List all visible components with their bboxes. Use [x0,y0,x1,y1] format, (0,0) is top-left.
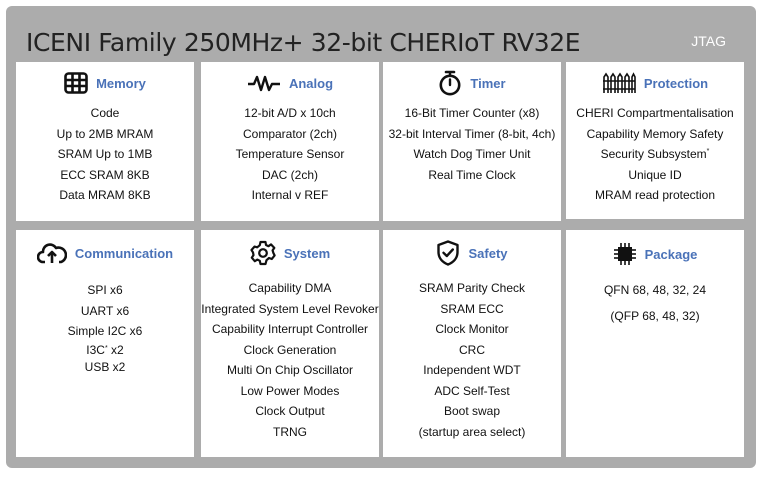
list-item: DAC (2ch) [261,167,318,182]
list-item: Independent WDT [423,363,521,377]
list-item: (startup area select) [418,424,526,439]
grid-icon [64,72,88,94]
chip-icon [613,242,637,266]
list-item: (QFP 68, 48, 32) [610,309,700,323]
list-item: Watch Dog Timer Unit [413,147,531,161]
list-item: Up to 2MB MRAM [56,126,154,141]
analog-header [201,74,379,92]
jtag-badge: JTAG [691,33,726,49]
list-item: Capability Interrupt Controller [211,322,369,336]
package-list [566,277,744,329]
list-item: ECC SRAM 8KB [60,167,150,182]
list-item: Capability Memory Safety [586,126,724,141]
list-item: Capability DMA [248,281,332,295]
safety-list [383,278,561,442]
communication-header [16,242,194,264]
safety-title: Safety [468,245,508,261]
list-item: Clock Generation [243,342,337,357]
system-title: System [283,245,331,261]
list-item: Integrated System Level Revoker [201,301,379,316]
list-item: Multi On Chip Oscillator [226,363,354,377]
memory-header [16,72,194,94]
list-item: SRAM ECC [440,301,504,316]
list-item: Data MRAM 8KB [59,188,151,202]
timer-title: Timer [470,75,506,91]
list-item: 32-bit Interval Timer (8-bit, 4ch) [388,126,556,141]
list-item: Internal v REF [251,188,329,202]
list-item: TRNG [273,424,307,439]
memory-list [16,103,194,206]
list-item: Comparator (2ch) [242,126,338,141]
footnote-mark: * [104,344,108,352]
list-item: Real Time Clock [428,167,516,182]
list-item: CRC [459,342,485,357]
list-item: Clock Monitor [435,322,509,336]
list-item: QFN 68, 48, 32, 24 [603,283,707,297]
list-item: Unique ID [628,167,682,182]
i3c-label: I3C [86,342,105,357]
i3c-count: x2 [107,342,124,357]
list-item: Boot swap [443,404,501,418]
diagram-title: ICENI Family 250MHz+ 32-bit CHERIoT RV32E [26,28,581,57]
list-item: Clock Output [255,404,325,418]
package-header [566,242,744,266]
memory-title: Memory [96,75,146,91]
fence-icon [602,72,636,94]
list-item [16,342,194,359]
footnote-mark: * [706,148,710,155]
list-item: UART x6 [80,303,130,318]
package-title: Package [644,246,698,262]
list-item: Code [90,106,120,120]
safety-card [383,230,561,457]
stopwatch-icon [438,70,462,96]
list-item: SRAM Up to 1MB [57,147,153,161]
analog-card [201,62,379,221]
communication-list [16,280,194,376]
timer-card [383,62,561,221]
communication-title: Communication [74,245,174,261]
protection-card [566,62,744,219]
list-item: 12-bit A/D x 10ch [244,106,336,120]
communication-card [16,230,194,457]
analog-title: Analog [288,75,334,91]
timer-header [383,70,561,96]
list-item: ADC Self-Test [434,383,510,398]
list-item: SRAM Parity Check [418,281,526,295]
safety-header [383,240,561,266]
gear-icon [250,240,276,266]
system-card [201,230,379,457]
protection-title: Protection [643,75,709,91]
list-item: Low Power Modes [240,383,340,398]
list-item: Simple I2C x6 [67,324,143,338]
block-diagram-frame [6,6,756,468]
list-item: MRAM read protection [594,188,716,202]
system-header [201,240,379,266]
analog-list [201,103,379,206]
list-item: CHERI Compartmentalisation [576,106,734,120]
list-item: Temperature Sensor [235,147,345,161]
package-card [566,230,744,457]
memory-card [16,62,194,221]
security-subsystem-label: Security Subsystem [600,147,707,161]
protection-list [566,103,744,206]
waveform-icon [247,74,281,92]
timer-list [383,103,561,185]
protection-header [566,72,744,94]
list-item: SPI x6 [87,283,123,297]
cloud-upload-icon [37,242,67,264]
list-item [566,144,744,165]
system-list [201,278,379,442]
shield-check-icon [436,240,460,266]
list-item: USB x2 [84,359,126,374]
list-item: 16-Bit Timer Counter (x8) [404,106,540,120]
